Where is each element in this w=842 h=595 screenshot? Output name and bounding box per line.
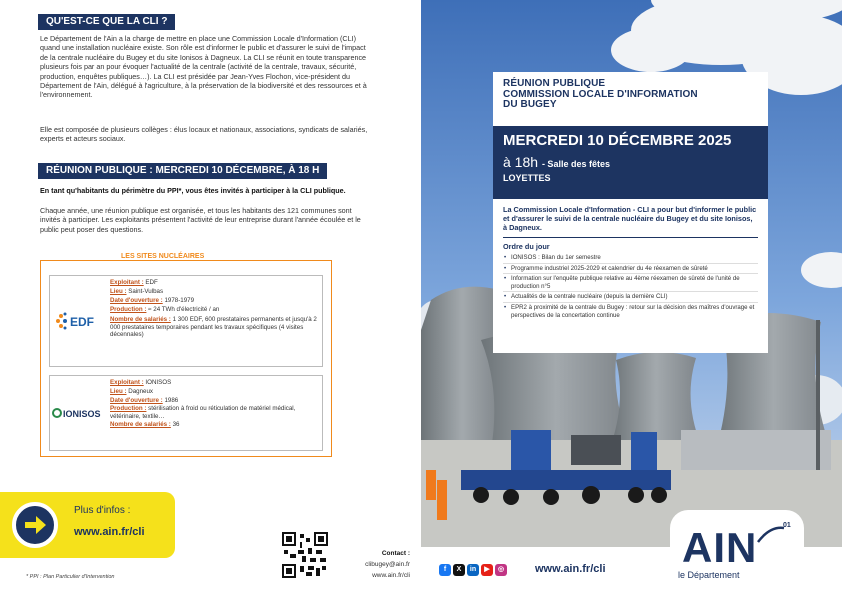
edf-logo-icon — [53, 306, 103, 336]
cli-intro: La Commission Locale d'Information - CLI a pour but d'informer le public et d'assurer le suivi de la centrale nucléaire du Bugey et du site Ionisos, à Dagneux. — [503, 205, 758, 238]
edf-site-card — [49, 275, 323, 367]
event-time-line — [503, 154, 758, 170]
instagram-icon[interactable]: ◎ — [495, 564, 507, 576]
agenda-item: • Programme industriel 2025-2029 et calendrier du 4e réexamen de sûreté — [503, 264, 758, 275]
meeting-paragraph: Chaque année, une réunion publique est organisée, et tous les habitants des 121 communes sont invités à participer. Les exploitants présentent l'activité de leur entreprise durant l'année écoulée et le public peut poser des questions. — [40, 206, 361, 234]
ain-logo — [670, 510, 804, 595]
meeting-heading: RÉUNION PUBLIQUE : MERCREDI 10 DÉCEMBRE, À 18 H — [38, 163, 327, 179]
website-link[interactable]: www.ain.fr/cli — [535, 563, 606, 575]
ain-logo-subtitle: le Département — [678, 570, 740, 580]
sites-title: LES SITES NUCLÉAIRES — [111, 253, 214, 260]
contact-web[interactable]: www.ain.fr/cli — [372, 572, 410, 579]
cli-heading: QU'EST-CE QUE LA CLI ? — [38, 14, 175, 30]
ionisos-info: Exploitant : IONISOS Lieu : Dagneux Date d'ouverture : 1986 Production : stérilisation à froid ou réticulation de matériel médical, vétérinaire, textile… Nombre de salariés : 36 — [110, 379, 296, 428]
title-line-1: RÉUNION PUBLIQUE — [503, 78, 606, 89]
agenda-item: • Information sur l'enquête publique relative au 4ème réexamen de sûreté de l'unité de production n°5 — [503, 274, 758, 292]
x-icon[interactable]: X — [453, 564, 465, 576]
ain-swoosh-icon — [756, 524, 786, 544]
ionisos-logo-icon — [51, 403, 105, 423]
agenda-title: Ordre du jour — [503, 242, 550, 251]
contact-block — [340, 548, 410, 581]
agenda-item: • IONISOS : Bilan du 1er semestre — [503, 253, 758, 264]
title-line-2: COMMISSION LOCALE D'INFORMATION — [503, 88, 698, 100]
agenda-item: • EPR2 à proximité de la centrale du Bugey : retour sur la décision des maîtres d'ouvrage et perspectives de la concertation continue — [503, 303, 758, 320]
more-info-label: Plus d'infos : — [74, 505, 131, 516]
event-venue: - Salle des fêtes — [541, 159, 610, 169]
event-town: LOYETTES — [503, 173, 551, 183]
ionisos-site-card — [49, 375, 323, 451]
cli-paragraph-1: Le Département de l'Ain a la charge de mettre en place une Commission Locale d'Information (CLI) quand une installation nucléaire existe. Son rôle est d'informer le public et d'assurer le suivi de l'impact de la centrale nucléaire du Bugey et du site Ionisos à Dagneux. La CLI se réunit en toute transparence plusieurs fois par an pour évoquer l'actualité de la centrale (activité de la centrale, travaux, sécurité, production, enquêtes publiques…). La CLI est présidée par Jean-Yves Flochon, vice-président du Département de l'Ain, délégué à l'agriculture, à la préservation de la biodiversité et des ressources et à l'environnement. — [40, 34, 367, 100]
svg-text:IONISOS: IONISOS — [63, 409, 101, 419]
ionisos-logo — [50, 376, 106, 450]
linkedin-icon[interactable]: in — [467, 564, 479, 576]
agenda-block — [493, 199, 768, 353]
footnote: * PPI : Plan Particulier d'Intervention — [26, 574, 115, 580]
qr-code-icon[interactable] — [282, 532, 328, 578]
more-info-box — [0, 492, 175, 558]
edf-logo — [50, 276, 106, 366]
ain-logo-number: 01 — [783, 522, 791, 529]
meeting-lead: En tant qu'habitants du périmètre du PPI*, vous êtes invités à participer à la CLI publique. — [40, 186, 346, 195]
svg-text:EDF: EDF — [70, 315, 94, 329]
contact-label: Contact : — [381, 550, 410, 557]
right-panel — [421, 0, 842, 595]
social-icons — [439, 564, 507, 576]
title-line-3: DU BUGEY — [503, 99, 557, 110]
title-block — [493, 72, 768, 126]
nuclear-sites-box — [40, 253, 332, 457]
agenda-list — [503, 253, 758, 320]
event-time: à 18h — [503, 154, 539, 170]
youtube-icon[interactable]: ▶ — [481, 564, 493, 576]
ain-logo-text: AIN — [682, 524, 758, 571]
contact-email[interactable]: clibugey@ain.fr — [365, 561, 410, 568]
cli-paragraph-2: Elle est composée de plusieurs collèges : élus locaux et nationaux, associations, syndicats de salariés, experts et acteurs sociaux. — [40, 125, 368, 144]
event-date: MERCREDI 10 DÉCEMBRE 2025 — [503, 132, 732, 149]
more-info-link[interactable]: www.ain.fr/cli — [74, 526, 145, 538]
arrow-right-icon — [12, 502, 58, 548]
edf-info: Exploitant : EDF Lieu : Saint-Vulbas Date d'ouverture : 1978-1979 Production : ≈ 24 TWh d'électricité / an Nombre de salariés : 1 300 EDF, 600 prestataires permanents et jusqu'à 2 000 prestataires temporaires pendant les travaux spécifiques (4 visites décennales) — [110, 279, 317, 338]
date-block — [493, 126, 768, 199]
agenda-item: • Actualités de la centrale nucléaire (depuis la dernière CLI) — [503, 292, 758, 303]
facebook-icon[interactable]: f — [439, 564, 451, 576]
